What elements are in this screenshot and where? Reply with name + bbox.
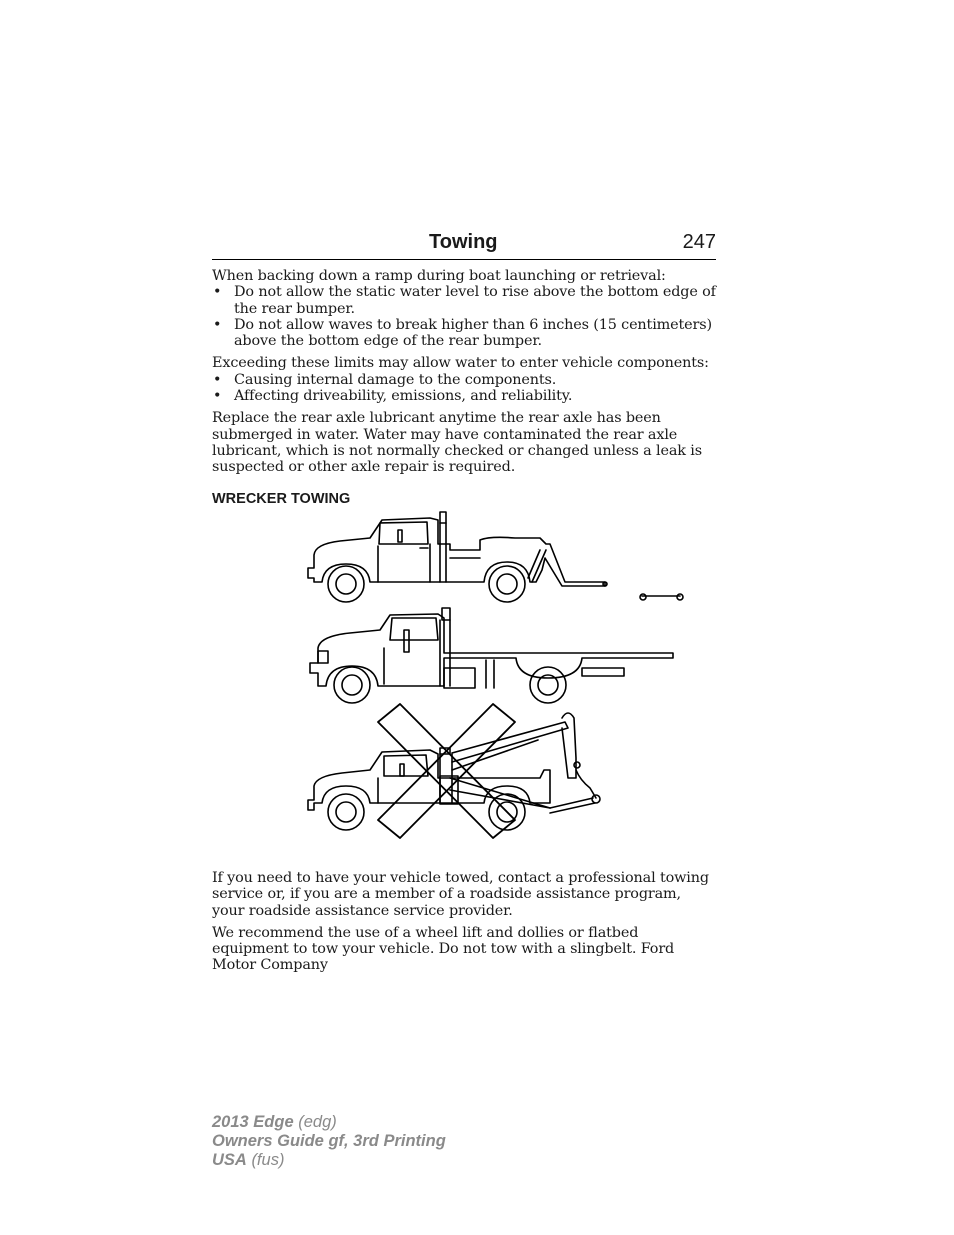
bullet-item: • Affecting driveability, emissions, and reliability.	[212, 388, 716, 404]
intro-text: When backing down a ramp during boat launching or retrieval:	[212, 268, 666, 284]
bullet-item: • Do not allow the static water level to rise above the bottom edge of the rear bumper.	[212, 284, 716, 317]
flatbed-truck	[310, 608, 673, 703]
section-heading: WRECKER TOWING	[212, 491, 351, 507]
bullet-item: • Causing internal damage to the components.	[212, 372, 716, 388]
bullet-item: • Do not allow waves to break higher than 6 inches (15 centimeters) above the bottom edge of the rear bumper.	[212, 317, 716, 350]
footer-line-1: 2013 Edge (edg)	[212, 1113, 337, 1131]
prohibited-x-icon	[378, 704, 515, 838]
page-header	[212, 229, 716, 260]
page-number: 247	[682, 231, 716, 253]
page-title: Towing	[429, 231, 498, 253]
slingbelt-truck	[308, 713, 600, 830]
tow-paragraph-2: We recommend the use of a wheel lift and dollies or flatbed equipment to tow your vehicle. Do not tow with a slingbelt. Ford Motor Company	[212, 924, 675, 974]
page-footer	[212, 1113, 446, 1170]
tow-truck-illustration	[300, 508, 700, 848]
axle-paragraph: Replace the rear axle lubricant anytime the rear axle has been submerged in water. Water may have contaminated the rear axle lubricant, which is not normally checked or changed unless a leak is suspected or other axle repair is required.	[212, 410, 702, 476]
footer-line-3: USA (fus)	[212, 1151, 285, 1169]
footer-line-2: Owners Guide gf, 3rd Printing	[212, 1132, 446, 1150]
towing-section	[212, 870, 716, 974]
ramp-bullet-list	[212, 284, 716, 349]
tow-paragraph-1: If you need to have your vehicle towed, contact a professional towing service or, if you are a member of a roadside assistance program, your roadside assistance service provider.	[212, 870, 709, 919]
ramp-section	[212, 268, 716, 476]
exceed-text: Exceeding these limits may allow water to enter vehicle components:	[212, 355, 709, 372]
wheel-lift-truck	[308, 512, 683, 602]
exceed-bullet-list	[212, 372, 716, 405]
